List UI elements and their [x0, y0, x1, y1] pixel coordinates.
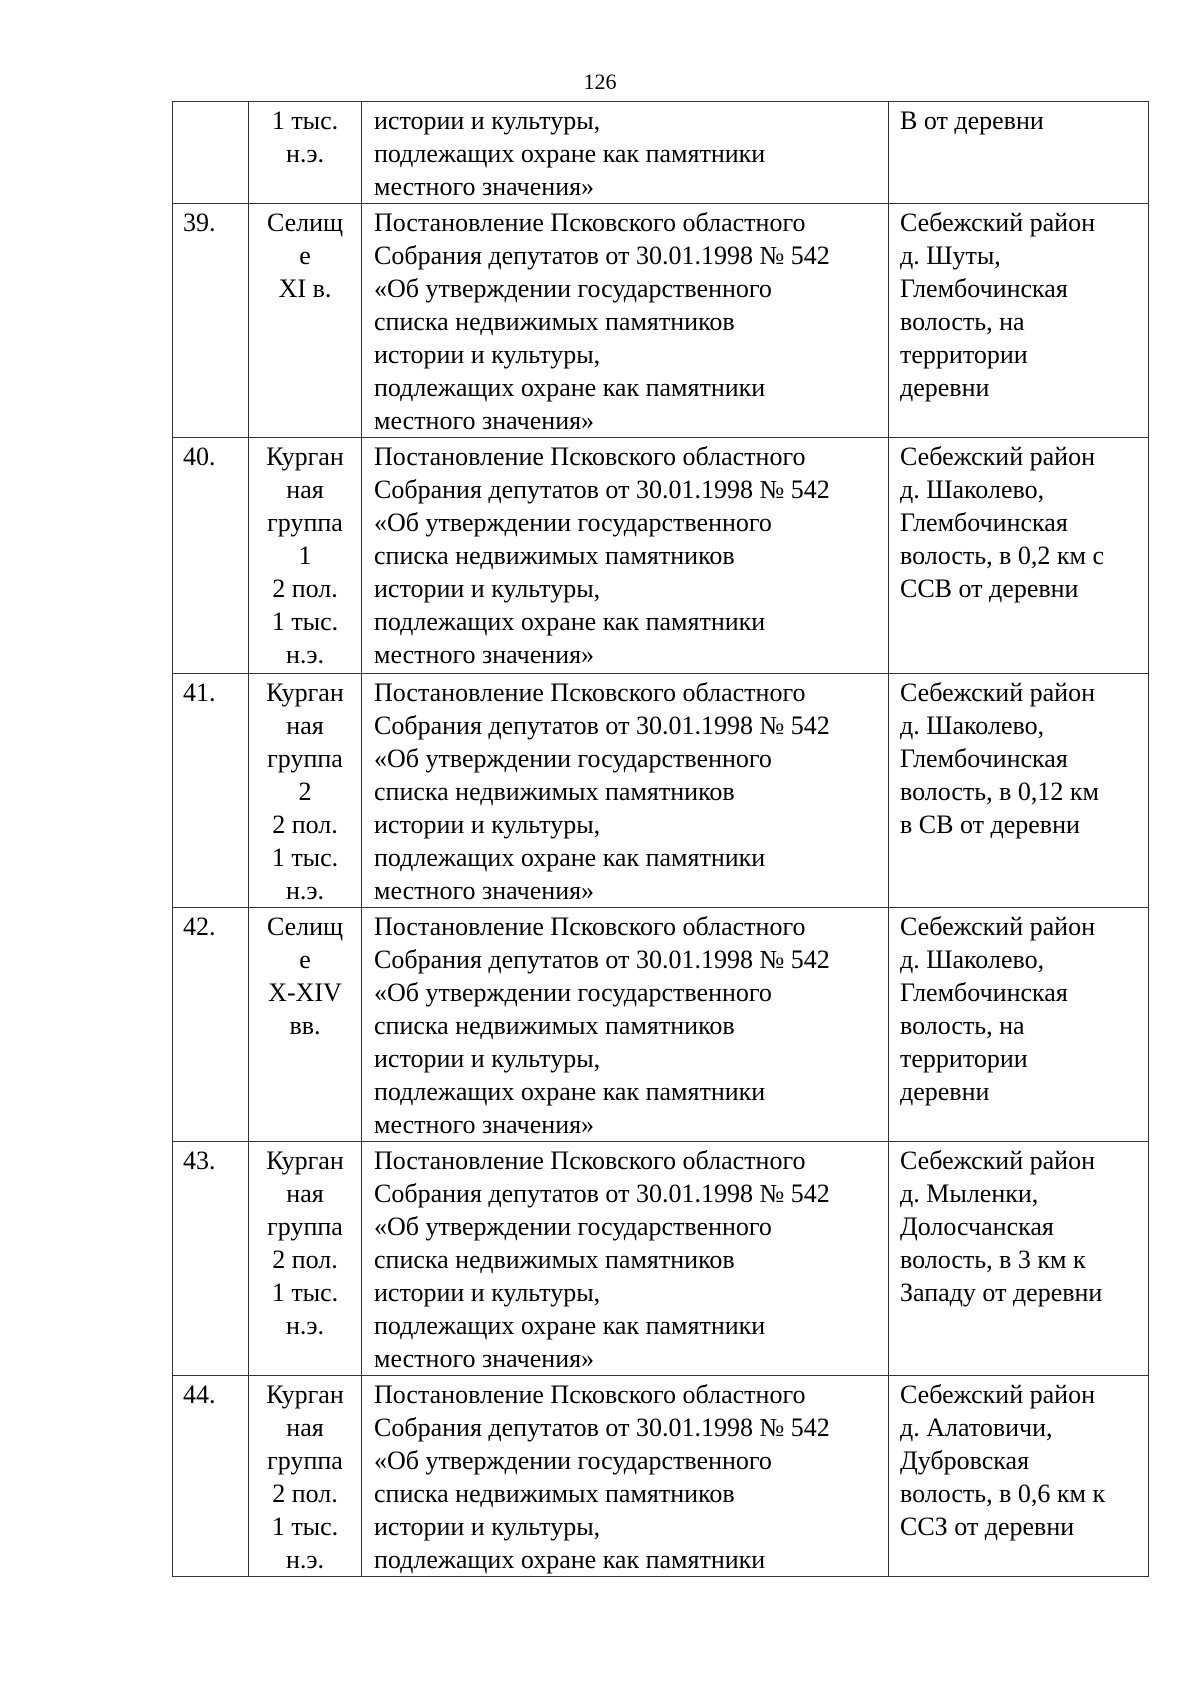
- object-type-line: 1 тыс.: [271, 106, 339, 135]
- object-type-line: 1: [298, 541, 312, 570]
- object-type-line: ная: [286, 475, 324, 504]
- location-line: Глембочинская: [900, 744, 1068, 773]
- location-cell: [889, 438, 1149, 674]
- object-type-line: XI в.: [278, 274, 332, 303]
- location-line: В от деревни: [900, 106, 1044, 135]
- document-cell: [362, 674, 889, 908]
- row-number-cell: [173, 204, 249, 438]
- document-line: Собрания депутатов от 30.01.1998 № 542: [374, 1413, 830, 1442]
- object-type-line: ная: [286, 1179, 324, 1208]
- document-line: истории и культуры,: [374, 106, 601, 135]
- document-cell: [362, 908, 889, 1142]
- location-line: деревни: [900, 1077, 990, 1106]
- document-cell: [362, 204, 889, 438]
- document-line: списка недвижимых памятников: [374, 1479, 735, 1508]
- document-line: истории и культуры,: [374, 1278, 601, 1307]
- location-line: территории: [900, 1044, 1028, 1073]
- object-type-cell: [249, 908, 362, 1142]
- row-number-cell: [173, 1376, 249, 1577]
- document-line: местного значения»: [374, 172, 595, 201]
- object-type-line: Селищ: [266, 912, 344, 941]
- document-line: истории и культуры,: [374, 340, 601, 369]
- location-cell: [889, 102, 1149, 204]
- location-line: ССЗ от деревни: [900, 1512, 1075, 1541]
- document-line: списка недвижимых памятников: [374, 1011, 735, 1040]
- document-line: Постановление Псковского областного: [374, 912, 806, 941]
- document-line: Собрания депутатов от 30.01.1998 № 542: [374, 475, 830, 504]
- object-type-line: Курган: [266, 678, 344, 707]
- location-line: ССВ от деревни: [900, 574, 1079, 603]
- document-line: истории и культуры,: [374, 810, 601, 839]
- document-line: подлежащих охране как памятники: [374, 1311, 766, 1340]
- object-type-cell: [249, 438, 362, 674]
- object-type-line: н.э.: [285, 1545, 325, 1574]
- document-line: «Об утверждении государственного: [374, 744, 772, 773]
- document-line: Постановление Псковского областного: [374, 1146, 806, 1175]
- row-number-cell: [173, 674, 249, 908]
- document-line: Постановление Псковского областного: [374, 1380, 806, 1409]
- row-number-cell: [173, 1142, 249, 1376]
- object-type-line: группа: [267, 1446, 343, 1475]
- location-cell: [889, 1142, 1149, 1376]
- monuments-table-body: [173, 102, 1149, 1577]
- object-type-line: вв.: [289, 1011, 321, 1040]
- document-line: Собрания депутатов от 30.01.1998 № 542: [374, 1179, 830, 1208]
- document-line: истории и культуры,: [374, 1512, 601, 1541]
- document-line: местного значения»: [374, 640, 595, 669]
- object-type-cell: [249, 102, 362, 204]
- location-line: Глембочинская: [900, 508, 1068, 537]
- document-line: местного значения»: [374, 406, 595, 435]
- document-line: списка недвижимых памятников: [374, 541, 735, 570]
- row-number: 43.: [183, 1146, 216, 1175]
- location-line: Глембочинская: [900, 978, 1068, 1007]
- location-cell: [889, 674, 1149, 908]
- document-line: «Об утверждении государственного: [374, 274, 772, 303]
- document-line: подлежащих охране как памятники: [374, 139, 766, 168]
- document-line: подлежащих охране как памятники: [374, 843, 766, 872]
- location-line: д. Мыленки,: [900, 1179, 1039, 1208]
- location-line: д. Шуты,: [900, 241, 1001, 270]
- row-number: 41.: [183, 678, 216, 707]
- document-cell: [362, 1142, 889, 1376]
- document-line: списка недвижимых памятников: [374, 777, 735, 806]
- location-line: Себежский район: [900, 912, 1095, 941]
- document-line: местного значения»: [374, 1344, 595, 1373]
- document-line: списка недвижимых памятников: [374, 1245, 735, 1274]
- object-type-line: 1 тыс.: [271, 1278, 339, 1307]
- document-line: Постановление Псковского областного: [374, 442, 806, 471]
- location-line: Себежский район: [900, 1146, 1095, 1175]
- document-line: истории и культуры,: [374, 1044, 601, 1073]
- monuments-table: [172, 101, 1149, 1577]
- location-line: деревни: [900, 373, 990, 402]
- object-type-line: е: [299, 945, 311, 974]
- document-line: подлежащих охране как памятники: [374, 373, 766, 402]
- document-line: «Об утверждении государственного: [374, 1446, 772, 1475]
- object-type-line: 2: [298, 777, 312, 806]
- object-type-cell: [249, 204, 362, 438]
- document-line: списка недвижимых памятников: [374, 307, 735, 336]
- location-line: Себежский район: [900, 208, 1095, 237]
- location-cell: [889, 1376, 1149, 1577]
- location-line: д. Шаколево,: [900, 475, 1045, 504]
- document-line: местного значения»: [374, 1110, 595, 1139]
- document-line: Собрания депутатов от 30.01.1998 № 542: [374, 945, 830, 974]
- table-row: [173, 102, 1149, 204]
- location-cell: [889, 204, 1149, 438]
- row-number: 44.: [183, 1380, 216, 1409]
- row-number: 39.: [183, 208, 216, 237]
- document-line: местного значения»: [374, 876, 595, 905]
- location-line: волость, на: [900, 307, 1025, 336]
- table-row: [173, 1376, 1149, 1577]
- document-line: подлежащих охране как памятники: [374, 1545, 766, 1574]
- location-line: Дубровская: [900, 1446, 1030, 1475]
- location-line: волость, в 0,2 км с: [900, 541, 1105, 570]
- document-cell: [362, 438, 889, 674]
- object-type-cell: [249, 1376, 362, 1577]
- object-type-line: 2 пол.: [272, 810, 338, 839]
- location-cell: [889, 908, 1149, 1142]
- object-type-line: н.э.: [285, 1311, 325, 1340]
- object-type-line: 2 пол.: [272, 1479, 338, 1508]
- object-type-line: Курган: [266, 1146, 344, 1175]
- table-row: [173, 438, 1149, 674]
- location-line: д. Шаколево,: [900, 711, 1045, 740]
- object-type-line: группа: [267, 508, 343, 537]
- location-line: Западу от деревни: [900, 1278, 1103, 1307]
- location-line: территории: [900, 340, 1028, 369]
- object-type-cell: [249, 674, 362, 908]
- location-line: Себежский район: [900, 678, 1095, 707]
- object-type-line: Селищ: [266, 208, 344, 237]
- document-line: «Об утверждении государственного: [374, 508, 772, 537]
- object-type-line: X-XIV: [268, 978, 342, 1007]
- document-cell: [362, 102, 889, 204]
- object-type-line: е: [299, 241, 311, 270]
- object-type-line: Курган: [266, 1380, 344, 1409]
- object-type-line: н.э.: [285, 876, 325, 905]
- object-type-line: Курган: [266, 442, 344, 471]
- location-line: волость, в 0,6 км к: [900, 1479, 1106, 1508]
- object-type-line: н.э.: [285, 640, 325, 669]
- document-line: Собрания депутатов от 30.01.1998 № 542: [374, 711, 830, 740]
- page-number: 126: [583, 69, 617, 94]
- row-number-cell: [173, 102, 249, 204]
- object-type-line: ная: [286, 711, 324, 740]
- location-line: Себежский район: [900, 1380, 1095, 1409]
- object-type-line: 1 тыс.: [271, 1512, 339, 1541]
- object-type-line: группа: [267, 744, 343, 773]
- object-type-line: 2 пол.: [272, 1245, 338, 1274]
- document-line: подлежащих охране как памятники: [374, 607, 766, 636]
- location-line: волость, в 3 км к: [900, 1245, 1086, 1274]
- table-row: [173, 908, 1149, 1142]
- location-line: Себежский район: [900, 442, 1095, 471]
- document-line: подлежащих охране как памятники: [374, 1077, 766, 1106]
- object-type-line: группа: [267, 1212, 343, 1241]
- document-line: Постановление Псковского областного: [374, 208, 806, 237]
- document-line: «Об утверждении государственного: [374, 1212, 772, 1241]
- table-row: [173, 674, 1149, 908]
- object-type-line: 2 пол.: [272, 574, 338, 603]
- location-line: волость, на: [900, 1011, 1025, 1040]
- location-line: д. Шаколево,: [900, 945, 1045, 974]
- location-line: волость, в 0,12 км: [900, 777, 1099, 806]
- object-type-line: 1 тыс.: [271, 607, 339, 636]
- object-type-line: н.э.: [285, 139, 325, 168]
- row-number-cell: [173, 438, 249, 674]
- document-cell: [362, 1376, 889, 1577]
- document-line: истории и культуры,: [374, 574, 601, 603]
- document-line: «Об утверждении государственного: [374, 978, 772, 1007]
- object-type-cell: [249, 1142, 362, 1376]
- table-row: [173, 1142, 1149, 1376]
- row-number: 40.: [183, 442, 216, 471]
- row-number: 42.: [183, 912, 216, 941]
- location-line: Глембочинская: [900, 274, 1068, 303]
- location-line: д. Алатовичи,: [900, 1413, 1053, 1442]
- row-number-cell: [173, 908, 249, 1142]
- location-line: в СВ от деревни: [900, 810, 1080, 839]
- object-type-line: 1 тыс.: [271, 843, 339, 872]
- table-row: [173, 204, 1149, 438]
- object-type-line: ная: [286, 1413, 324, 1442]
- document-line: Собрания депутатов от 30.01.1998 № 542: [374, 241, 830, 270]
- document-line: Постановление Псковского областного: [374, 678, 806, 707]
- location-line: Долосчанская: [900, 1212, 1054, 1241]
